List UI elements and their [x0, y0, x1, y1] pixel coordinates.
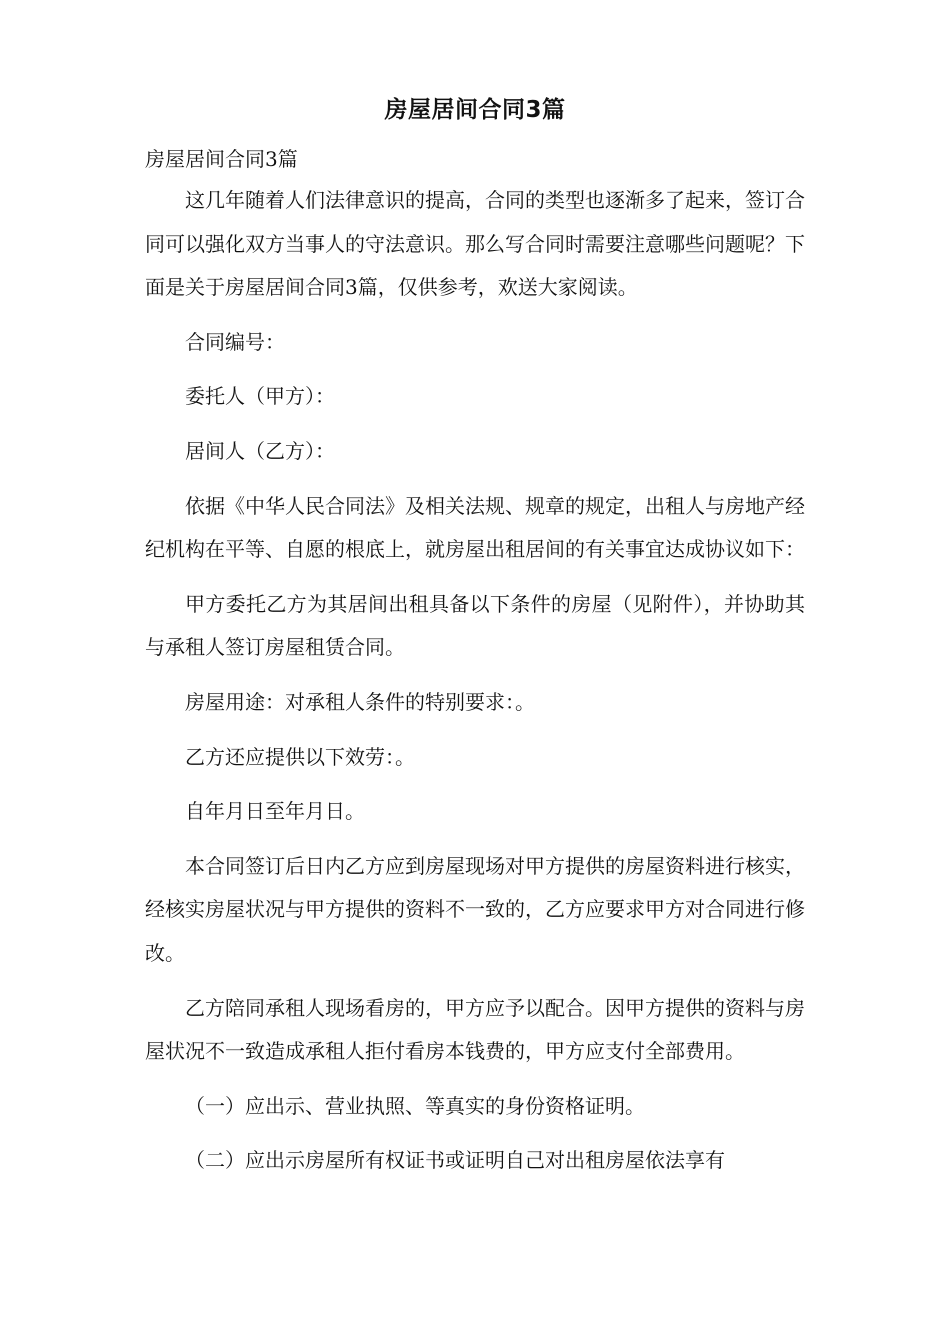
paragraph-house-usage: 房屋用途：对承租人条件的特别要求：。: [185, 689, 535, 714]
paragraph-viewing: 乙方陪同承租人现场看房的，甲方应予以配合。因甲方提供的资料与房屋状况不一致造成承租人拒付看房本钱费的，甲方应支付全部费用。: [145, 995, 805, 1064]
paragraph-clause-2: （二）应出示房屋所有权证书或证明自己对出租房屋依法享有: [185, 1148, 725, 1173]
document-subtitle: 房屋居间合同3篇: [145, 147, 298, 171]
paragraph-term: 自年月日至年月日。: [185, 799, 365, 824]
paragraph-services: 乙方还应提供以下效劳：。: [185, 744, 415, 769]
paragraph-contract-number: 合同编号：: [185, 329, 285, 354]
paragraph-clause-1: （一）应出示、营业执照、等真实的身份资格证明。: [185, 1093, 645, 1118]
paragraph-party-a: 委托人（甲方）：: [185, 384, 335, 409]
document-title: 房屋居间合同3篇: [384, 97, 566, 123]
paragraph-verification: 本合同签订后日内乙方应到房屋现场对甲方提供的房屋资料进行核实，经核实房屋状况与甲方提供的资料不一致的，乙方应要求甲方对合同进行修改。: [145, 853, 805, 965]
paragraph-party-b: 居间人（乙方）：: [185, 438, 335, 463]
paragraph-legal-basis: 依据《中华人民合同法》及相关法规、规章的规定，出租人与房地产经纪机构在平等、自愿的根底上，就房屋出租居间的有关事宜达成协议如下：: [145, 493, 805, 562]
paragraph-intro: 这几年随着人们法律意识的提高，合同的类型也逐渐多了起来，签订合同可以强化双方当事人的守法意识。那么写合同时需要注意哪些问题呢？下面是关于房屋居间合同3篇，仅供参考，欢送大家阅读。: [145, 188, 805, 300]
document-body: [145, 179, 805, 1194]
paragraph-entrustment: 甲方委托乙方为其居间出租具备以下条件的房屋（见附件），并协助其与承租人签订房屋租赁合同。: [145, 591, 805, 660]
